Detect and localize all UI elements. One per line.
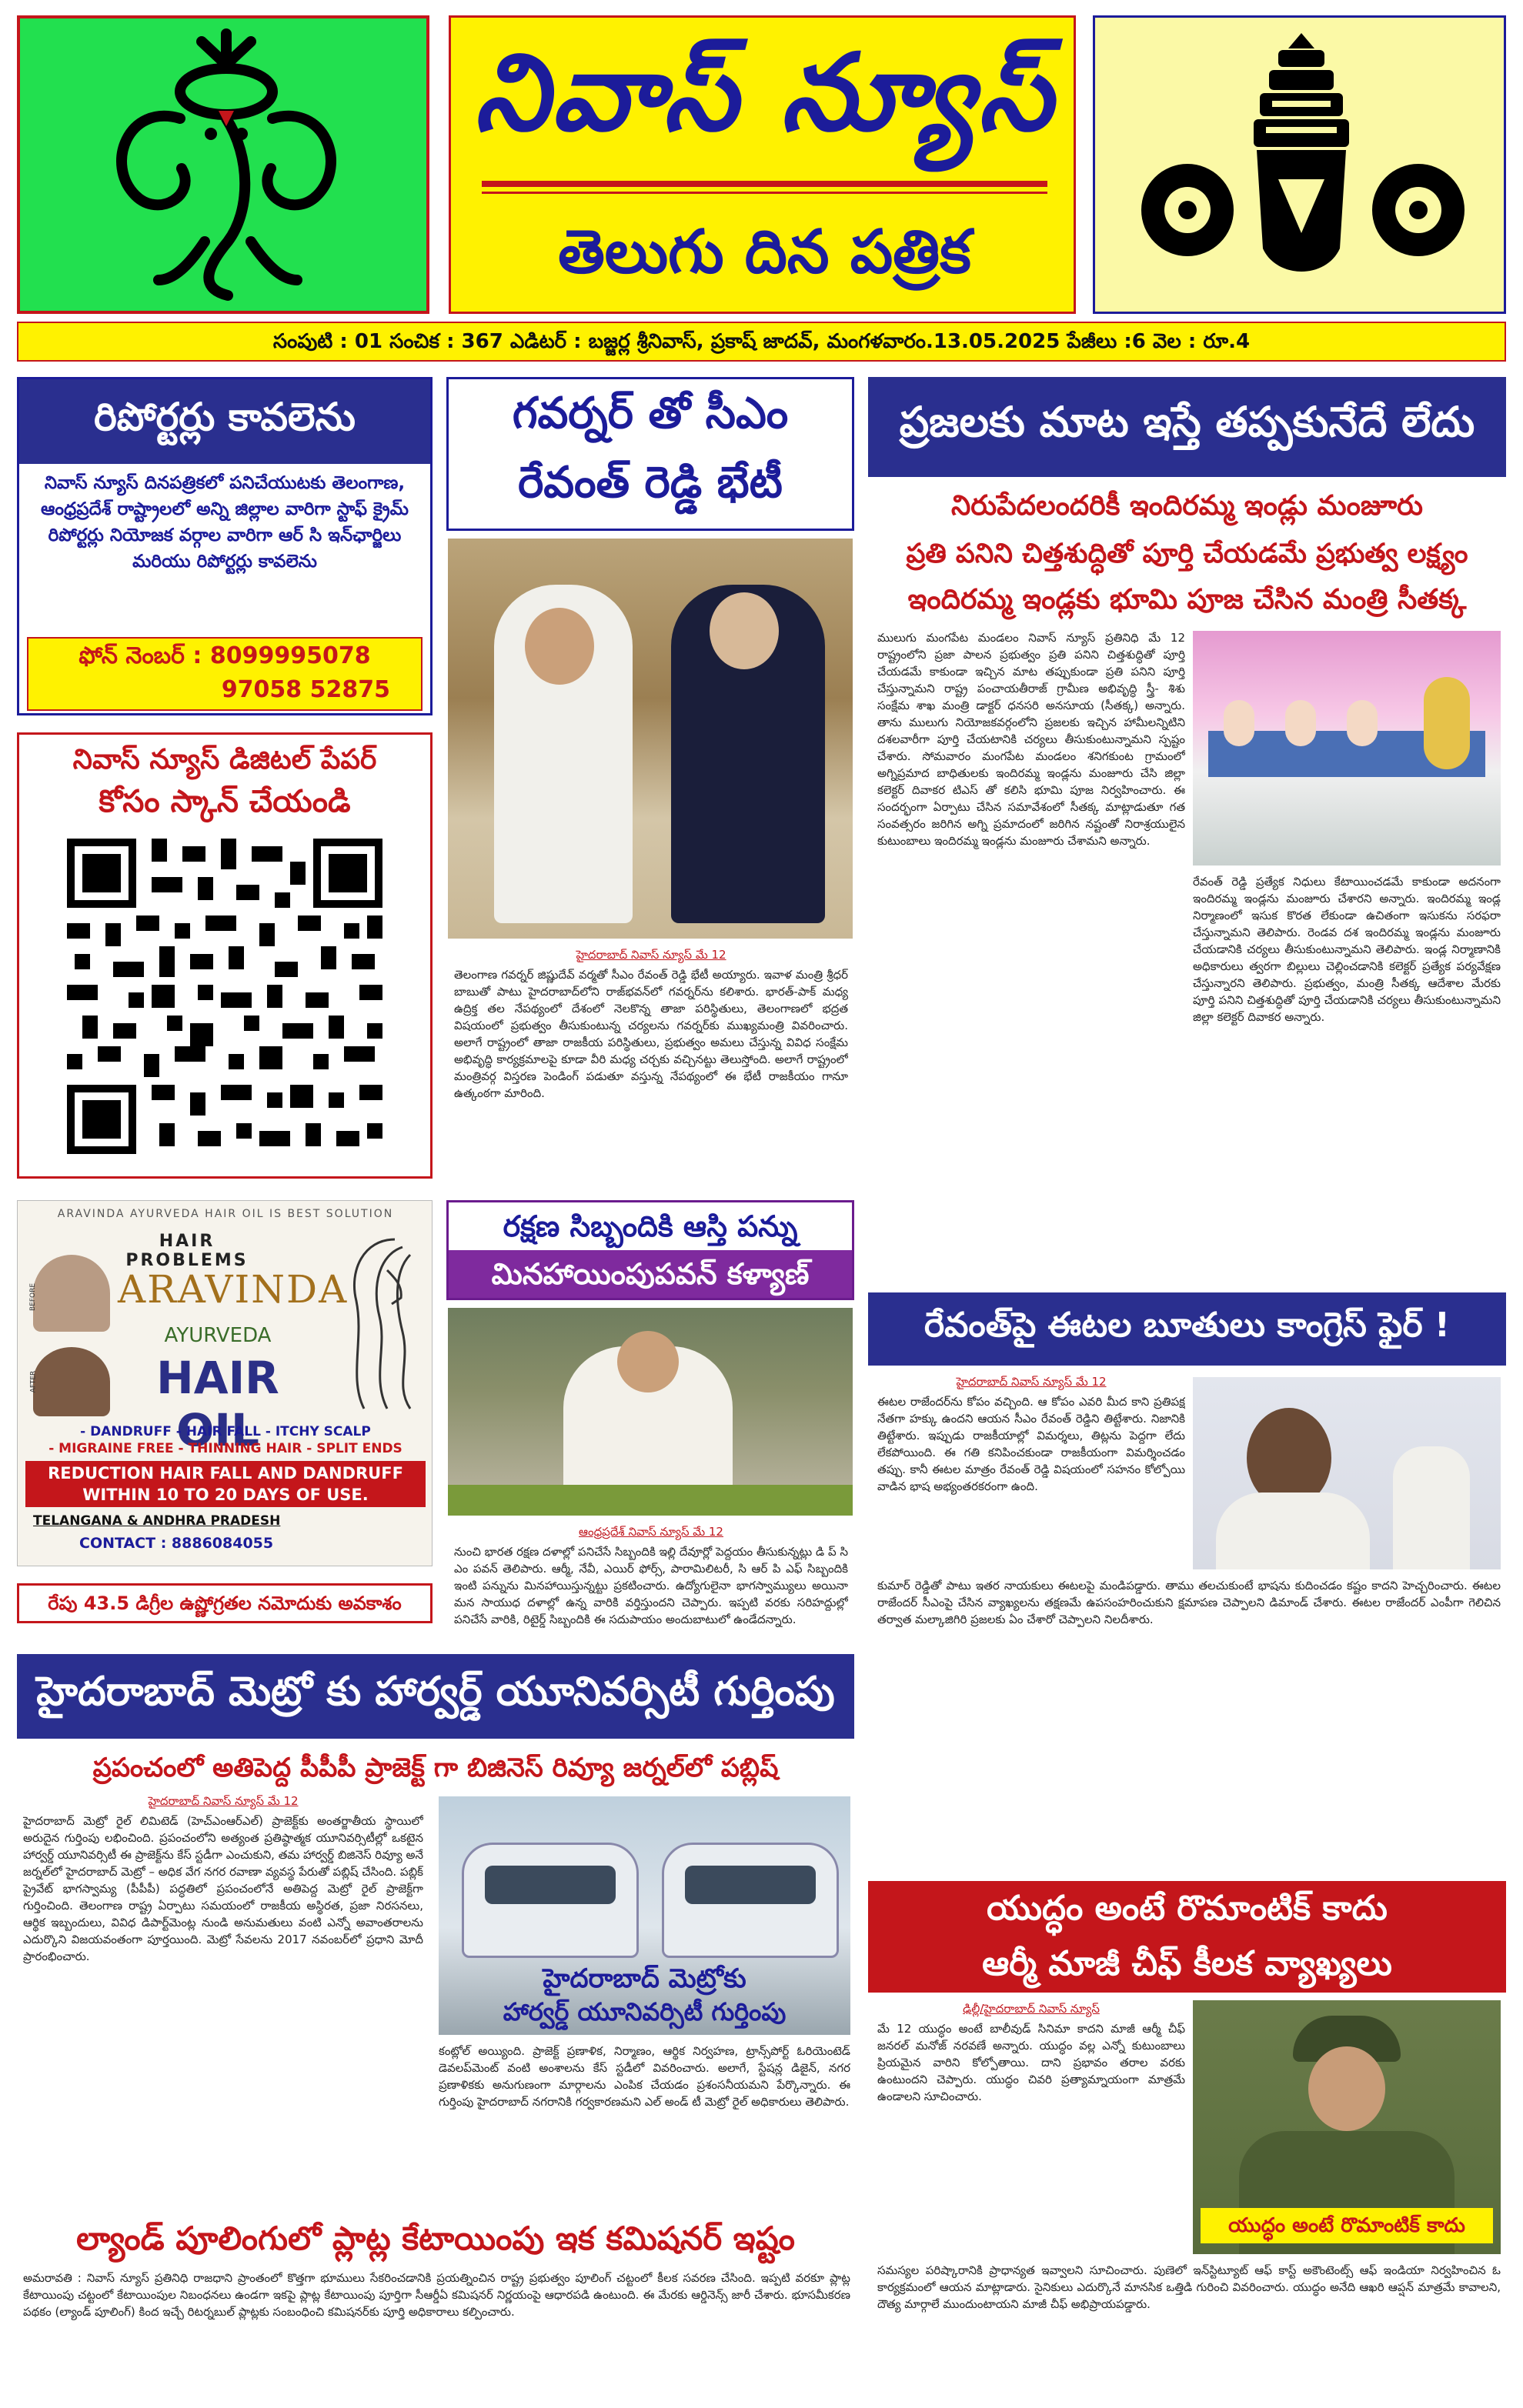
army-headline-2: ఆర్మీ మాజీ చీఫ్ కీలక వ్యాఖ్యలు: [982, 1944, 1392, 1983]
etela-article-top: [877, 1373, 1185, 1573]
metro-photo-caption-1: హైదరాబాద్ మెట్రోకు: [543, 1963, 746, 1994]
ad-brand: ARAVINDA: [118, 1267, 349, 1312]
ganesha-logo: [20, 18, 429, 314]
pawan-body: నుంచి భారత రక్షణ దళాల్లో పనిచేసే సిబ్బందికి ఇల్లి దేవూర్లో పెద్దయం తీసుకున్నట్లు డి ప్ సి ఎం పవన్ తెలిపారు. ఆర్మీ, నేవీ, ఎయిర్ ఫోర్స్, పారామిలిటరీ, సి ఆర్ పి ఎఫ్ సిబ్బందికి ఇంటి పన్నును మినహాయిస్తున్నట్టు ప్రకటించారు. ఉద్యోగులైనా భాగస్వామ్యులు అయినా మన సాయుధ దళాల్లో ఉన్న వారికి వర్తిస్తుందని చెప్పారు. ఇప్పటి వరకు సరిహద్దుల్లో పనిచేసే వారికి, రిటైర్డ్ సిబ్బందికి ఈ సదుపాయం అందుబాటులో ఉండేదన్నారు.: [454, 1545, 848, 1626]
land-pooling-article: [23, 2270, 850, 2393]
reporters-title: రిపోర్టర్లు కావలెను: [19, 379, 430, 464]
issue-info-bar: సంపుటి : 01 సంచిక : 367 ఎడిటర్ : బజ్జర్ల శ్రీనివాస్, ప్రకాష్ జాదవ్, మంగళవారం.13.05.2025 పేజీలు :6 వెల : రూ.4: [17, 322, 1506, 362]
after-label: AFTER: [29, 1370, 38, 1393]
pawan-headline-2: మినహాయింపుపవన్ కళ్యాణ్: [449, 1250, 852, 1298]
masthead-left-panel: [17, 15, 429, 314]
reporters-body: నివాస్ న్యూస్ దినపత్రికలో పనిచేయుటకు తెలంగాణ, ఆంధ్రప్రదేశ్ రాష్ట్రాలలో అన్ని జిల్లాల వారిగా స్టాఫ్ క్రైమ్ రిపోర్టర్లు నియోజక వర్గాల వారిగా ఆర్ సి ఇన్‌ఛార్జిలు మరియు రిపోర్టర్లు కావలెను: [40, 473, 409, 572]
army-headline-1: యుద్ధం అంటే రొమాంటిక్ కాదు: [987, 1889, 1388, 1928]
metro-article-col2: [439, 2043, 850, 2196]
before-photo: [33, 1255, 110, 1332]
metro-train-photo: [439, 1796, 850, 2035]
etela-rajender-photo: [1193, 1377, 1501, 1569]
qr-code[interactable]: [59, 831, 390, 1162]
seethakka-event-photo: [1193, 631, 1501, 865]
army-photo-caption: యుద్ధం అంటే రొమాంటిక్ కాదు: [1201, 2208, 1493, 2243]
indiramma-article-col1: [877, 629, 1185, 1283]
governor-body: తెలంగాణ గవర్నర్ జిష్ణుదేవ్ వర్మతో సీఎం రేవంత్ రెడ్డి భేటీ అయ్యారు. ఇవాళ మంత్రి శ్రీధర్ బాబుతో పాటు హైదరాబాద్‌లోని రాజ్‌భవన్‌లో గవర్నర్‌ను కలిశారు. భారత్-పాక్ మధ్య ఉద్రిక్త తల నేపథ్యంలో దేశంలో నెలకొన్న తాజా పరిస్థితులు, తెలంగాణలో భద్రత విషయంలో ప్రభుత్వం తీసుకుంటున్న చర్యలను గవర్నర్‌కు ముఖ్యమంత్రి వివరించారు. అలాగే రాష్ట్రంలో తాజా రాజకీయ పరిస్థితులు, ప్రభుత్వం అమలు చేస్తున్న వివిధ సంక్షేమ అభివృద్ధి కార్యక్రమాలపై కూడా వీరి మధ్య చర్చకు వచ్చినట్టు తెలుస్తోంది. అలాగే రాష్ట్రంలో మంత్రివర్గ విస్తరణ పెండింగ్ పడుతూ వస్తున్న నేపథ్యంలో ఈ భేటీ రాజకీయం గానూ ఉత్కంఠగా మారింది.: [454, 968, 848, 1100]
army-article-top: [877, 2000, 1185, 2254]
phone-number-2: 97058 52875: [221, 676, 390, 703]
ad-top-line: ARAVINDA AYURVEDA HAIR OIL IS BEST SOLUTION: [57, 1208, 394, 1220]
weather-notice: రేపు 43.5 డిగ్రీల ఉష్ణోగ్రతల నమోదుకు అవకాశం: [17, 1583, 433, 1623]
indiramma-article-col2: [1193, 873, 1501, 1285]
digital-title-1: నివాస్ న్యూస్ డిజిటల్ పేపర్: [72, 744, 377, 775]
metro-article-col1: [23, 1793, 423, 2193]
masthead-right-panel: [1093, 15, 1506, 314]
before-label: BEFORE: [29, 1282, 38, 1312]
army-chief-photo: [1193, 2000, 1501, 2254]
after-photo: [33, 1347, 110, 1416]
reporters-wanted-box: [17, 377, 433, 715]
etela-dateline: హైదరాబాద్ నివాస్ న్యూస్ మే 12: [956, 1375, 1107, 1389]
metro-subheadline: ప్రపంచంలో అతిపెద్ద పీపీపీ ప్రాజెక్ట్ గా బిజినెస్ రివ్యూ జర్నల్‌లో పబ్లిష్: [92, 1753, 779, 1783]
woman-hair-illustration: [318, 1224, 426, 1416]
title-rule-red: [482, 181, 1047, 187]
indiramma-headline[interactable]: ప్రజలకు మాట ఇస్తే తప్పకునేదే లేదు: [868, 377, 1506, 477]
land-pooling-body: అమరావతి : నివాస్ న్యూస్ ప్రతినిధి రాజధాని ప్రాంతంలో కొత్తగా భూములు సేకరించడానికి ప్రయత్నించిన రాష్ట్ర ప్రభుత్వం పూలింగ్ చట్టంలో కీలక సవరణ చేసింది. ఇప్పటి వరకూ ప్లాట్ల కేటాయింపు చట్టంలో కేటాయింపుల నిబంధనలు ఉండగా ఇకపై ప్లాట్ల కేటాయింపు పూర్తిగా సీఆర్డీఏ కమిషనర్ నిర్ణయంపై ఆధారపడి ఉంటుంది. ఈ మేరకు ఆర్డినెన్స్ జారీ చేశారు. భూసమీకరణ పథకం (ల్యాండ్ పూలింగ్) కింద ఇచ్చే రిటర్నబుల్ ప్లాట్లకు సంబంధించి కమిషనర్‌కు పూర్తి అధికారాలు కల్పించారు.: [23, 2271, 850, 2319]
metro-body-1: హైదరాబాద్ మెట్రో రైల్ లిమిటెడ్ (హెచ్‌ఎంఆర్‌ఎల్) ప్రాజెక్ట్‌కు అంతర్జాతీయ స్థాయిలో అరుదైన గుర్తింపు లభించింది. ప్రపంచంలోని అత్యంత ప్రతిష్ఠాత్మక యూనివర్సిటీల్లో ఒకటైన హార్వర్డ్ యూనివర్సిటీ ఈ ప్రాజెక్ట్‌ను కేస్ స్టడీగా ఎంచుకుని, తమ హార్వర్డ్ బిజినెస్ రివ్యూ అనే జర్నల్‌లో హైదరాబాద్ మెట్రో – అధిక వేగ నగర రవాణా వ్యవస్థ పేరుతో పబ్లిష్ చేసింది. పబ్లిక్ ప్రైవేట్ భాగస్వామ్య (పీపీపీ) పద్ధతిలో ప్రపంచంలోనే అతిపెద్ద మెట్రో రైల్ ప్రాజెక్ట్‌గా గుర్తించింది. తెలంగాణ రాష్ట్ర ఏర్పాటు సమయంలో రాజకీయ అస్థిరత, ప్రజా నిరసనలు, ఆర్థిక ఇబ్బందులు, వివిధ డిపార్ట్‌మెంట్ల నుండి అనుమతులు వంటి ఎన్నో అవాంతరాలను ఎదుర్కొని విజయవంతంగా పూర్తయింది. మెట్రో సేవలను 2017 నవంబర్‌లో ప్రధాని మోదీ ప్రారంభించారు.: [23, 1814, 423, 1963]
indiramma-body-1: ములుగు మంగపేట మండలం నివాస్ న్యూస్ ప్రతినిధి మే 12 రాష్ట్రంలోని ప్రజా పాలన ప్రభుత్వం ప్రతి పనిని చిత్తశుద్ధితో పూర్తి చేయడమే కాకుండా ఇచ్చిన మాట తప్పుకుండా ప్రతి పనిని పూర్తి చేస్తున్నామని రాష్ట్ర పంచాయతీరాజ్ గ్రామీణ అభివృద్ధి స్త్రీ- శిశు సంక్షేమ శాఖ మంత్రి డాక్టర్ ధనసరి అనసూయ (సీతక్క) అన్నారు. తాను ములుగు నియోజకవర్గంలోని ప్రజలకు ఇచ్చిన హామీలన్నిటిని దశలవారీగా పూర్తి చేయటానికి చర్యలు తీసుకుంటున్నామని స్పష్టం చేశారు. సోమవారం మంగపేట మండలం శనిగకుంట గ్రామంలో అగ్నిప్రమాద బాధితులకు ఇందిరమ్మ ఇండ్లను మంజూరు చేసి జిల్లా కలెక్టర్ దివాకర టిఎస్ తో కలిసి భూమి పూజ నిర్వహించారు. ఈ సందర్భంగా ఏర్పాటు చేసిన సమావేశంలో సీతక్క మాట్లాడుతూ గత సంవత్సరం జరిగిన అగ్ని ప్రమాదంలో జరిగిన నష్టంతో నిరాశ్రయులైన కుటుంబాలు ఇందిరమ్మ ఇండ్లను మంజూరు చేశామని అన్నారు.: [877, 631, 1185, 848]
indiramma-body-2: రేవంత్ రెడ్డి ప్రత్యేక నిధులు కేటాయించడమే కాకుండా అదనంగా ఇందిరమ్మ ఇండ్లను మంజూరు చేశారని అన్నారు. ఇందిరమ్మ ఇండ్ల నిర్మాణంలో ఇసుక కొరత లేకుండా ఉచితంగా ఇసుకను సరఫరా చేస్తున్నామని తెలిపారు. రెండవ దశ ఇందిరమ్మ ఇండ్లను మంజూరు చేయడానికి చర్యలు తీసుకుంటున్నామని తెలిపారు. ఇండ్ల నిర్మాణానికి అధికారులు త్వరగా బిల్లులు చెల్లించడానికి కలెక్టర్ ప్రత్యేక పర్యవేక్షణ చేస్తున్నారని తెలిపారు. ప్రభుత్వం, మంత్రి సీతక్క ఆదేశాల మేరకు పూర్తి పనిని చిత్తశుద్ధితో పూర్తి చేయడానికి చర్యలు తీసుకుంటున్నామని జిల్లా కలెక్టర్ దివాకర అన్నారు.: [1193, 875, 1501, 1024]
governor-dateline: హైదరాబాద్ నివాస్ న్యూస్ మే 12: [576, 948, 726, 962]
phone-number-1: ఫోన్ నెంబర్ : 8099995078: [78, 642, 371, 669]
ad-ayurveda: AYURVEDA: [164, 1324, 272, 1347]
ad-contact: CONTACT : 8886084055: [79, 1535, 274, 1552]
title-rule-red-2: [482, 192, 1047, 194]
digital-paper-box: [17, 732, 433, 1179]
newspaper-subtitle: తెలుగు దిన పత్రిక: [558, 218, 971, 287]
pawan-headline-box[interactable]: [446, 1200, 854, 1300]
ad-list-2: - MIGRAINE FREE - THINNING HAIR - SPLIT ENDS: [48, 1441, 402, 1456]
hair-oil-ad[interactable]: [17, 1200, 433, 1566]
cm-governor-photo: [448, 539, 853, 939]
ad-product: HAIR OIL: [156, 1352, 279, 1456]
metro-body-2: కంట్లోల్ అయ్యింది. ప్రాజెక్ట్ ప్రణాళిక, నిర్మాణం, ఆర్థిక నిర్వహణ, ట్రాన్స్‌పోర్ట్ ఓరియెంటెడ్ డెవలప్‌మెంట్ వంటి అంశాలను కేస్ స్టడీలో వివరించారు. అలాగే, స్టేషన్ల డిజైన్, నగర ప్రణాళికకు అనుగుణంగా మార్గాలను ఎంపిక చేయడం ప్రశంసనీయమని పేర్కొన్నారు. ఈ గుర్తింపు హైదరాబాద్ నగరానికి గర్వకారణమని ఎల్ అండ్ టీ మెట్రో రైల్ అధికారులు తెలిపారు.: [439, 2044, 850, 2109]
phone-box: [27, 637, 422, 711]
indiramma-sub-3: ఇందిరమ్మ ఇండ్లకు భూమి పూజ చేసిన మంత్రి సీతక్క: [907, 584, 1467, 615]
army-dateline: ఢిల్లీ/హైదరాబాద్ నివాస్ న్యూస్: [963, 2002, 1100, 2016]
governor-headline-box[interactable]: [446, 377, 854, 531]
indiramma-sub-1: నిరుపేదలందరికీ ఇందిరమ్మ ఇండ్లు మంజూరు: [951, 490, 1423, 522]
land-pooling-headline[interactable]: ల్యాండ్ పూలింగులో ప్లాట్ల కేటాయింపు ఇక కమిషనర్ ఇష్టం: [76, 2220, 795, 2257]
etela-headline[interactable]: రేవంత్‌పై ఈటల బూతులు కాంగ్రెస్ ఫైర్ !: [868, 1292, 1506, 1366]
venkateswara-logo: [1095, 18, 1506, 314]
ad-reduction: REDUCTION HAIR FALL AND DANDRUFF WITHIN 10 TO 20 DAYS OF USE.: [25, 1461, 426, 1507]
etela-body-2: కుమార్ రెడ్డితో పాటు ఇతర నాయకులు ఈటలపై మండిపడ్డారు. తాము తలచుకుంటే భాషను కుదించడం కష్టం కాదని హెచ్చరించారు. ఈటల రాజేందర్ సీఎంపై చేసిన వ్యాఖ్యలను తక్షణమే ఉపసంహరించుకుని క్షమాపణ చెప్పాలని డిమాండ్ చేశారు. ఈటల రాజేందర్ ఎంపీగా గెలిచిన తర్వాత మల్కాజిగిరి ప్రజలకు ఏం చేశారో చెప్పాలని నిలదీశారు.: [877, 1579, 1501, 1626]
governor-headline-1: గవర్నర్ తో సీఎం: [512, 389, 789, 439]
metro-dateline: హైదరాబాద్ నివాస్ న్యూస్ మే 12: [148, 1794, 299, 1808]
pawan-headline-1: రక్షణ సిబ్బందికి ఆస్తి పన్ను: [503, 1209, 798, 1243]
masthead-title-panel: [449, 15, 1076, 314]
ad-problems: HAIR PROBLEMS: [125, 1232, 249, 1270]
army-body-1: మే 12 యుద్ధం అంటే బాలీవుడ్ సినిమా కాదని మాజీ ఆర్మీ చీఫ్ జనరల్ మనోజ్ నరవణే అన్నారు. యుద్ధం వల్ల ఎన్నో కుటుంబాలు ప్రియమైన వారిని కోల్పోతాయి. దాని ప్రభావం తరాల వరకు ఉంటుందని చెప్పారు. యుద్ధం చివరి ప్రత్యామ్నాయంగా మాత్రమే ఉండాలని సూచించారు.: [877, 2022, 1185, 2103]
army-article-bottom: [877, 2262, 1501, 2393]
army-body-2: సమస్యల పరిష్కారానికి ప్రాధాన్యత ఇవ్వాలని సూచించారు. పుణెలో ఇన్‌స్టిట్యూట్ ఆఫ్ కాస్ట్ అకౌంటెంట్స్ ఆఫ్ ఇండియా నిర్వహించిన ఓ కార్యక్రమంలో ఆయన మాట్లాడారు. సైనికులు ఎదుర్కొనే మానసిక ఒత్తిడి గురించి వివరించారు. యుద్ధం అనేది ఆఖరి ఆప్షన్ మాత్రమే కావాలని, దౌత్య మార్గాలే ముందుంటాయని మాజీ చీఫ్ అభిప్రాయపడ్డారు.: [877, 2263, 1501, 2311]
metro-headline[interactable]: హైదరాబాద్ మెట్రో కు హార్వర్డ్ యూనివర్సిటీ గుర్తింపు: [17, 1654, 854, 1739]
pawan-dateline: ఆంధ్రప్రదేశ్ నివాస్ న్యూస్ మే 12: [579, 1525, 723, 1539]
etela-body-1: ఈటల రాజేందర్‌ను కోపం వచ్చింది. ఆ కోపం ఎవరి మీద కాని ప్రతిపక్ష నేతగా హక్కు ఉందని ఆయన సీఎం రేవంత్ రెడ్డిని తిట్టేశారు. నిజానికి తిట్టేశారు. ఇప్పుడు రాజకీయాల్లో విమర్శలు, తిట్లను పెద్దగా లేదు లేకపోయింది. ఈ గతి కనిపించకుండా రాజకీయంగా విమర్శించడం తప్పు. కానీ ఈటల మాత్రం రేవంత్ రెడ్డి విషయంలో సహనం కోల్పోయి వాడిన భాష అభ్యంతరకరంగా ఉంది.: [877, 1395, 1185, 1493]
army-headline-box[interactable]: [868, 1881, 1506, 1993]
pawan-article: [454, 1523, 848, 1639]
ad-list-1: - DANDRUFF - HAIR FALL - ITCHY SCALP: [80, 1424, 371, 1439]
ad-region: TELANGANA & ANDHRA PRADESH: [33, 1513, 281, 1529]
digital-title-2: కోసం స్కాన్ చేయండి: [99, 784, 351, 819]
pawan-kalyan-photo: [448, 1308, 853, 1516]
indiramma-sub-2: ప్రతి పనిని చిత్తశుద్ధితో పూర్తి చేయడమే ప్రభుత్వ లక్ష్యం: [906, 539, 1468, 569]
etela-article-bottom: [877, 1577, 1501, 1877]
governor-headline-2: రేవంత్ రెడ్డి భేటీ: [518, 458, 783, 508]
metro-photo-caption-2: హార్వర్డ్ యూనివర్సిటీ గుర్తింపు: [503, 1997, 787, 2026]
newspaper-title: నివాస్ న్యూస్: [473, 31, 1056, 155]
